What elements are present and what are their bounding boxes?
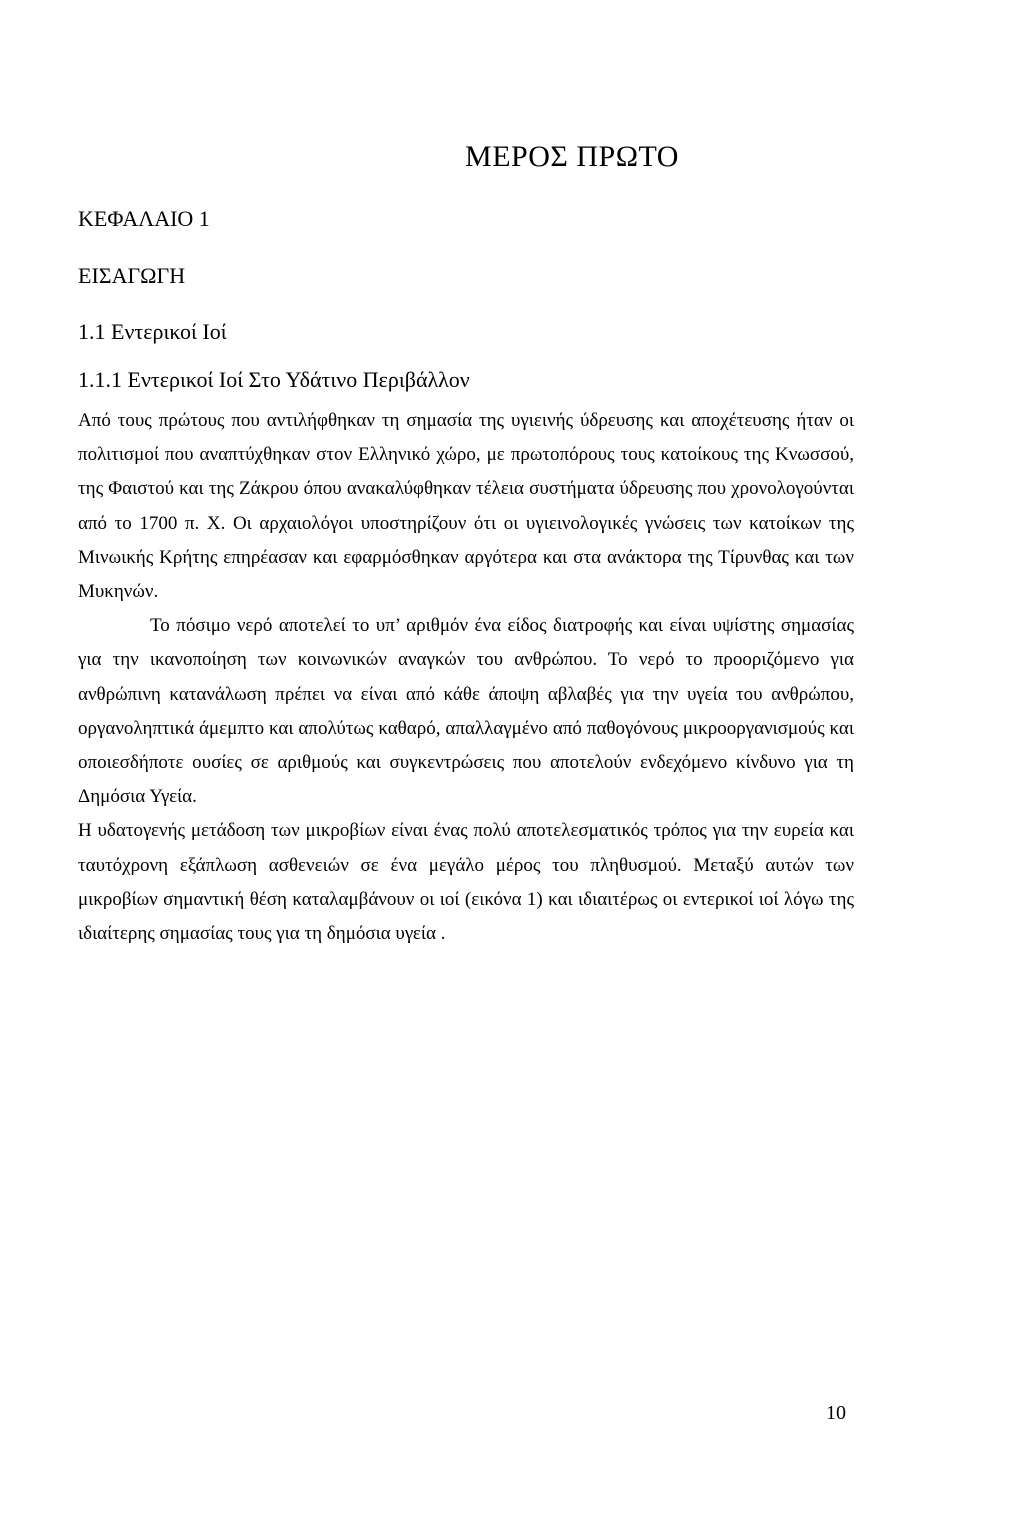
page-number: 10 — [826, 1402, 846, 1424]
body-text — [78, 404, 854, 951]
paragraph-3: Η υδατογενής μετάδοση των μικροβίων είναι ένας πολύ αποτελεσματικός τρόπος για την ευρεία και ταυτόχρονη εξάπλωση ασθενειών σε ένα μεγάλο μέρος του πληθυσμού. Μεταξύ αυτών των μικροβίων σημαντική θέση καταλαμβάνουν οι ιοί (εικόνα 1) και ιδιαιτέρως οι εντερικοί ιοί λόγω της ιδιαίτερης σημασίας τους για τη δημόσια υγεία . — [78, 820, 854, 945]
paragraph-2: Το πόσιμο νερό αποτελεί το υπ’ αριθμόν ένα είδος διατροφής και είναι υψίστης σημασίας για την ικανοποίηση των κοινωνικών αναγκών του ανθρώπου. Το νερό το προοριζόμενο για ανθρώπινη κατανάλωση πρέπει να είναι από κάθε άποψη αβλαβές για την υγεία του ανθρώπου, οργανοληπτικά άμεμπτο και απολύτως καθαρό, απαλλαγμένο από παθογόνους μικροοργανισμούς και οποιεσδήποτε ουσίες σε αριθμούς και συγκεντρώσεις που αποτελούν ενδεχόμενο κίνδυνο για τη Δημόσια Υγεία. — [78, 615, 854, 808]
chapter-heading: ΚΕΦΑΛΑΙΟ 1 — [78, 206, 210, 231]
intro-heading: ΕΙΣΑΓΩΓΗ — [78, 263, 186, 288]
part-title: ΜΕΡΟΣ ΠΡΩΤΟ — [465, 140, 679, 173]
paragraph-1: Από τους πρώτους που αντιλήφθηκαν τη σημασία της υγιεινής ύδρευσης και αποχέτευσης ήταν οι πολιτισμοί που αναπτύχθηκαν στον Ελληνικό χώρο, με πρωτοπόρους τους κατοίκους της Κνωσσού, της Φαιστού και της Ζάκρου όπου ανακαλύφθηκαν τέλεια συστήματα ύδρευσης που χρονολογούνται από το 1700 π. Χ. Οι αρχαιολόγοι υποστηρίζουν ότι οι υγιεινολογικές γνώσεις των κατοίκων της Μινωικής Κρήτης επηρέασαν και εφαρμόσθηκαν αργότερα και στα ανάκτορα της Τίρυνθας και των Μυκηνών. — [78, 410, 854, 603]
section-heading: 1.1 Εντερικοί Ιοί — [78, 319, 227, 344]
subsection-heading: 1.1.1 Εντερικοί Ιοί Στο Υδάτινο Περιβάλλον — [78, 367, 470, 392]
